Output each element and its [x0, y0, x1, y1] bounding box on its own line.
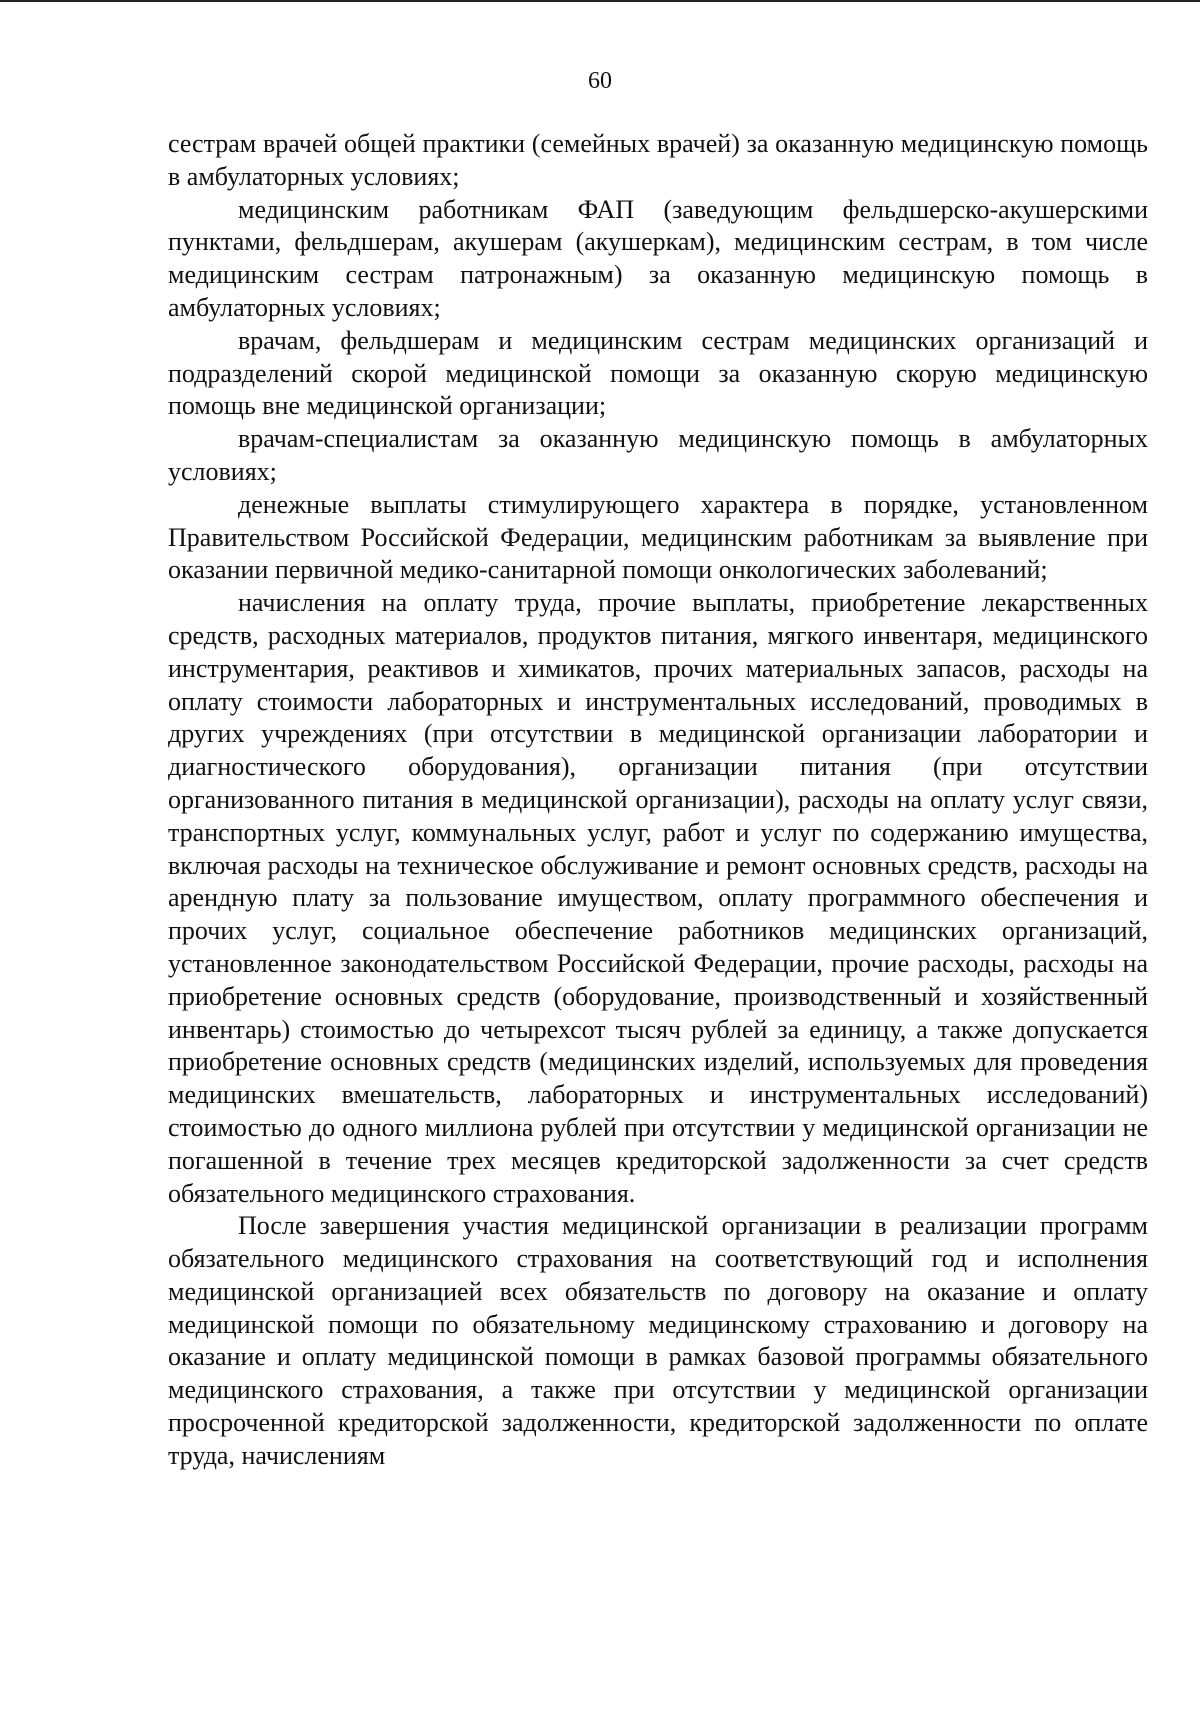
paragraph-after-completion: После завершения участия медицинской организации в реализации программ обязательного медицинского страхования на соответствующий год и исполнения медицинской организацией всех обязательств по договору на оказание и оплату медицинской помощи по обязательному медицинскому страхованию и договору на оказание и оплату медицинской помощи в рамках базовой программы обязательного медицинского страхования, а также при отсутствии у медицинской организации просроченной кредиторской задолженности, кредиторской задолженности по оплате труда, начислениям: [168, 1211, 1148, 1470]
paragraph-fap-workers: медицинским работникам ФАП (заведующим фельдшерско-акушерскими пунктами, фельдшерам, акушерам (акушеркам), медицинским сестрам, в том числе медицинским сестрам патронажным) за оказанную медицинскую помощь в амбулаторных условиях;: [168, 194, 1148, 322]
paragraph-expenses: начисления на оплату труда, прочие выплаты, приобретение лекарственных средств, расходных материалов, продуктов питания, мягкого инвентаря, медицинского инструментария, реактивов и химикатов, прочих материальных запасов, расходы на оплату стоимости лабораторных и инструментальных исследований, проводимых в других учреждениях (при отсутствии в медицинской организации лаборатории и диагностического оборудования), организации питания (при отсутствии организованного питания в медицинской организации), расходы на оплату услуг связи, транспортных услуг, коммунальных услуг, работ и услуг по содержанию имущества, включая расходы на техническое обслуживание и ремонт основных средств, расходы на арендную плату за пользование имуществом, оплату программного обеспечения и прочих услуг, социальное обеспечение работников медицинских организаций, установленное законодательством Российской Федерации, прочие расходы, расходы на приобретение основных средств (оборудование, производственный и хозяйственный инвентарь) стоимостью до четырехсот тысяч рублей за единицу, а также допускается приобретение основных средств (медицинских изделий, используемых для проведения медицинских вмешательств, лабораторных и инструментальных исследований) стоимостью до одного миллиона рублей при отсутствии у медицинской организации не погашенной в течение трех месяцев кредиторской задолженности за счет средств обязательного медицинского страхования.: [168, 588, 1148, 1208]
paragraph-specialists: врачам-специалистам за оказанную медицинскую помощь в амбулаторных условиях;: [168, 424, 1148, 486]
paragraph-incentive-payments: денежные выплаты стимулирующего характера в порядке, установленном Правительством Российской Федерации, медицинским работникам за выявление при оказании первичной медико-санитарной помощи онкологических заболеваний;: [168, 489, 1148, 585]
paragraph-continuation: сестрам врачей общей практики (семейных врачей) за оказанную медицинскую помощь в амбулаторных условиях;: [168, 129, 1148, 191]
paragraph-ambulance-workers: врачам, фельдшерам и медицинским сестрам медицинских организаций и подразделений скорой медицинской помощи за оказанную скорую медицинскую помощь вне медицинской организации;: [168, 325, 1148, 421]
page-number: 60: [588, 68, 612, 94]
document-body: [168, 128, 1148, 1473]
